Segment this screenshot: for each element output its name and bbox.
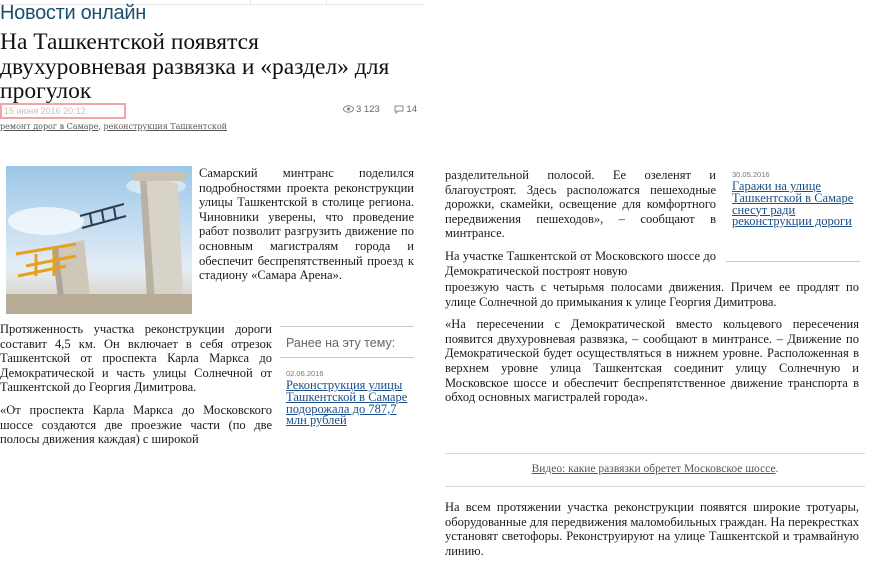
article-headline: На Ташкентской появятся двухуровневая развязка и «раздел» для прогулок bbox=[0, 29, 390, 104]
final-paragraph-container bbox=[445, 500, 859, 558]
right-column-text-wide bbox=[445, 280, 859, 405]
eye-icon bbox=[343, 105, 354, 113]
article-paragraph: «От проспекта Карла Маркса до Московского шоссе создаются две проезжие части (по две полосы движения каждая) с широкой bbox=[0, 402, 272, 447]
article-tags bbox=[0, 122, 227, 131]
related-item-link[interactable]: Реконструкция улицы Ташкентской в Самаре подорожала до 787,7 млн рублей bbox=[286, 378, 408, 428]
article-paragraph: На участке Ташкентской от Московского шоссе до Демократической построят новую bbox=[445, 248, 716, 278]
related-item-date: 30.05.2016 bbox=[732, 170, 770, 179]
comments-counter[interactable] bbox=[394, 104, 423, 115]
header-divider-tick bbox=[250, 0, 251, 5]
construction-photo-illustration bbox=[6, 166, 192, 314]
left-column-text bbox=[0, 322, 272, 447]
video-link[interactable]: Видео: какие развязки обретет Московское шоссе bbox=[531, 463, 776, 475]
right-column-text-narrow bbox=[445, 168, 716, 278]
tag-link[interactable]: реконструкция Ташкентской bbox=[103, 122, 227, 131]
views-count: 3 123 bbox=[356, 104, 380, 115]
article-paragraph: Протяженность участка реконструкции дороги составит 4,5 км. Он включает в себя отрезок Ташкентской от проспекта Карла Маркса до Демократической и часть улицы Солнечной от Ташкентской до Георгия Димитрова. bbox=[0, 322, 272, 395]
comment-icon bbox=[394, 105, 404, 114]
header-divider-tick bbox=[326, 0, 327, 5]
tag-link[interactable]: ремонт дорог в Самаре bbox=[0, 122, 99, 131]
article-paragraph: проезжую часть с четырьмя полосами движения. Причем ее продлят по улице Солнечной до примыкания к улице Георгия Димитрова. bbox=[445, 280, 859, 309]
article-photo bbox=[6, 166, 192, 314]
video-link-container bbox=[445, 463, 865, 475]
comments-count: 14 bbox=[406, 104, 417, 115]
related-item-date: 02.06.2016 bbox=[286, 369, 324, 378]
related-divider bbox=[726, 261, 860, 262]
article-paragraph: На всем протяжении участка реконструкции появятся широкие тротуары, оборудованные для передвижения маломобильных граждан. На перекрестках установят светофоры. Реконструируют на улице Ташкентской и трамвайную линию. bbox=[445, 500, 859, 558]
related-box-title: Ранее на эту тему: bbox=[280, 327, 414, 358]
article-paragraph: разделительной полосой. Ее озеленят и благоустроят. Здесь расположатся пешеходные дорожки, скамейки, освещение для комфортного передвижения пешеходов», – сообщают в минтрансе. bbox=[445, 168, 716, 241]
related-item-link[interactable]: Гаражи на улице Ташкентской в Самаре снесут ради реконструкции дороги bbox=[732, 179, 854, 229]
views-counter bbox=[343, 104, 388, 115]
article-paragraph: «На пересечении с Демократической вместо кольцевого пересечения появится двухуровневая развязка, – сообщают в минтрансе. – Движение по Демократической будет осуществляться в нижнем уровне. Расположенная в верхнем уровне улица Ташкентская соединит улицу Солнечную и Московское шоссе и обеспечит беспрепятственное движение транспорта в обход основных магистралей города». bbox=[445, 317, 859, 405]
article-date: 15 июня 2016 20:12 bbox=[0, 103, 126, 119]
intro-paragraph: Самарский минтранс поделился подробностями проекта реконструкции улицы Ташкентской в столице региона. Чиновники уверены, что проведение работ позволит разгрузить движение по основным магистралям города и обеспечит беспрепятственный проезд к стадиону «Самара Арена». bbox=[199, 166, 414, 283]
article-stats bbox=[343, 104, 429, 115]
video-divider-bottom bbox=[445, 486, 865, 487]
related-articles-box bbox=[280, 326, 414, 427]
intro-paragraph-container bbox=[199, 166, 414, 283]
related-article-right bbox=[726, 170, 860, 228]
video-divider-top bbox=[445, 453, 865, 454]
tag-separator: , bbox=[98, 122, 104, 131]
video-link-suffix: . bbox=[775, 463, 779, 475]
site-section-title[interactable]: Новости онлайн bbox=[0, 2, 146, 24]
